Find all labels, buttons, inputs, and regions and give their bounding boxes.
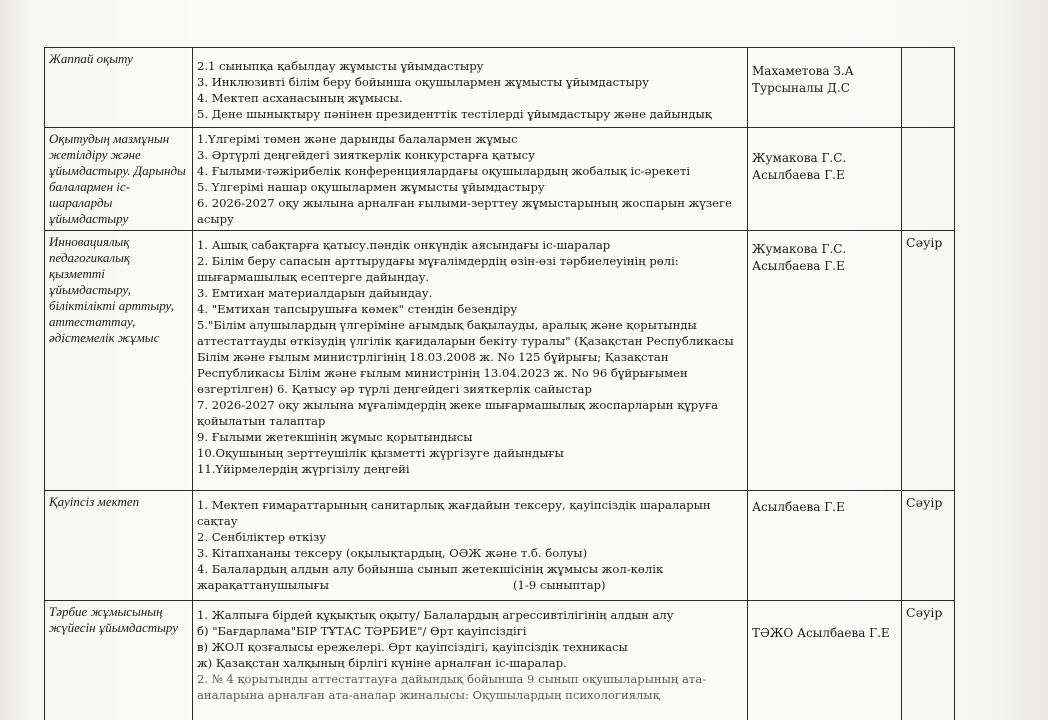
- direction-cell: [45, 601, 193, 720]
- responsible-name: Асылбаева Г.Е: [752, 259, 845, 273]
- direction-text: Инновациялық педагогикалық қызметті ұйымдастыру, біліктілікті арттыру, аттестаттау, әдістемелік жұмыс: [49, 234, 174, 345]
- term-cell: [902, 601, 955, 720]
- table-row: [45, 128, 955, 231]
- direction-text: Жаппай оқыту: [49, 51, 133, 66]
- task-line: 2.1 сыныпқа қабылдау жұмысты ұйымдастыру: [197, 59, 484, 73]
- task-line: 1. Жалпыға бірдей құқықтық оқыту/ Балалардың агрессивтілігінің алдын алу: [197, 608, 674, 622]
- task-line: 10.Оқушының зерттеушілік қызметті жүргізуге дайындығы: [197, 446, 564, 460]
- responsible-name: Турсыналы Д.С: [752, 81, 850, 95]
- task-line: 3. Әртүрлі деңгейдегі зияткерлік конкурстарға қатысу: [197, 148, 535, 162]
- direction-cell: [45, 128, 193, 231]
- task-line: 7. 2026-2027 оқу жылына мұғалімдердің жеке шығармашылық жоспарларын құруға қойылатын талаптар: [197, 398, 719, 428]
- direction-text: Тәрбие жұмысының жүйесін ұйымдастыру: [49, 604, 179, 635]
- tasks-cell: [193, 231, 748, 491]
- task-line: 2. Сенбіліктер өткізу: [197, 530, 327, 544]
- responsible-cell: [748, 491, 902, 601]
- task-line: 1.Үлгерімі төмен және дарынды балалармен жұмыс: [197, 132, 518, 146]
- task-line: 6. 2026-2027 оқу жылына арналған ғылыми-зерттеу жұмыстарының жоспарын жүзеге асыру: [197, 196, 732, 226]
- tasks-cell: [193, 601, 748, 720]
- task-line: 4. Мектеп асханасының жұмысы.: [197, 91, 403, 105]
- table-row: [45, 491, 955, 601]
- term-text: Сәуір: [906, 495, 943, 510]
- direction-cell: [45, 491, 193, 601]
- responsible-name: Жумакова Г.С.: [752, 242, 847, 256]
- task-line: 5. Дене шынықтыру пәнінен президенттік тестілерді ұйымдастыру және дайындық: [197, 107, 712, 121]
- responsible-cell: [748, 601, 902, 720]
- task-line: 2. № 4 қорытынды аттестаттауға дайындық бойынша 9 сынып оқушыларының ата-аналарына арналған ата-аналар жиналысы: Оқушылардың психологиялық: [197, 672, 707, 702]
- direction-cell: [45, 231, 193, 491]
- responsible-name: Жумакова Г.С.: [752, 151, 847, 165]
- responsible-cell: [748, 48, 902, 128]
- responsible-name: Махаметова З.А: [752, 64, 854, 78]
- work-plan-table: [44, 47, 955, 720]
- task-line: 3. Инклюзивті білім беру бойынша оқушылармен жұмысты ұйымдастыру: [197, 75, 649, 89]
- tasks-cell: [193, 128, 748, 231]
- table-row: [45, 231, 955, 491]
- task-line: 1. Мектеп ғимараттарының санитарлық жағдайын тексеру, қауіпсіздік шараларын сақтау: [197, 498, 711, 528]
- task-line: 4. Ғылыми-тәжірибелік конференциялардағы оқушылардың жобалық іс-әрекеті: [197, 164, 691, 178]
- term-cell: [902, 491, 955, 601]
- direction-text: Қауіпсіз мектеп: [49, 494, 140, 509]
- responsible-cell: [748, 231, 902, 491]
- task-line: в) ЖОЛ қозғалысы ережелері. Өрт қауіпсіздігі, қауіпсіздік техникасы: [197, 640, 628, 654]
- task-line: 4. Балалардың алдын алу бойынша сынып жетекшісінің жұмысы жол-көлік жарақаттанушылығы: [197, 562, 664, 592]
- responsible-name: Асылбаева Г.Е: [752, 168, 845, 182]
- task-line: 4. "Емтихан тапсырушыға көмек" стендін безендіру: [197, 302, 518, 316]
- task-line: ж) Қазақстан халқының бірлігі күніне арналған іс-шаралар.: [197, 656, 567, 670]
- table-row: [45, 601, 955, 720]
- task-line: 3. Кітапхананы тексеру (оқылықтардың, ОӘЖ және т.б. болуы): [197, 546, 588, 560]
- task-line: б) "Бағдарлама"БІР ТҰТАС ТӘРБИЕ"/ Өрт қауіпсіздігі: [197, 624, 527, 638]
- task-line: (1-9 сыныптар): [513, 578, 606, 592]
- task-line: 11.Үйірмелердің жүргізілу деңгейі: [197, 462, 410, 476]
- direction-cell: [45, 48, 193, 128]
- task-line: 1. Ашық сабақтарға қатысу.пәндік онкүндік аясындағы іс-шаралар: [197, 238, 611, 252]
- task-line: 2. Білім беру сапасын арттырудағы мұғалімдердің өзін-өзі тәрбиелеуінің рөлі: шығармашылық есептерге дайындау.: [197, 254, 679, 284]
- responsible-name: ТӘЖО Асылбаева Г.Е: [752, 626, 890, 640]
- term-text: Сәуір: [906, 235, 943, 250]
- term-cell: [902, 231, 955, 491]
- responsible-cell: [748, 128, 902, 231]
- term-cell: [902, 48, 955, 128]
- term-cell: [902, 128, 955, 231]
- task-line: 9. Ғылыми жетекшінің жұмыс қорытындысы: [197, 430, 473, 444]
- task-line: 5."Білім алушылардың үлгеріміне ағымдық бақылауды, аралық және қорытынды аттестаттауды өткізудің үлгілік қағидаларын бекіту туралы" (Қазақстан Республикасы Білім және ғылым министрлігінің 18.03.2008 ж. No 125 бұйрығы; Қазақстан Республикасы Білім және ғылым министрінің 13.04.2023 ж. No 96 бұйрығымен өзгертілген) 6. Қатысу әр түрлі деңгейдегі зияткерлік сайыстар: [197, 318, 734, 396]
- task-line: 3. Емтихан материалдарын дайындау.: [197, 286, 433, 300]
- direction-text: Оқытудың мазмұнын жетілдіру және ұйымдастыру. Дарынды балалармен іс-шараларды ұйымдастыру: [49, 131, 186, 226]
- task-line: 5. Үлгерімі нашар оқушылармен жұмысты ұйымдастыру: [197, 180, 545, 194]
- tasks-cell: [193, 491, 748, 601]
- tasks-cell: [193, 48, 748, 128]
- term-text: Сәуір: [906, 605, 943, 620]
- responsible-name: Асылбаева Г.Е: [752, 500, 845, 514]
- table-row: [45, 48, 955, 128]
